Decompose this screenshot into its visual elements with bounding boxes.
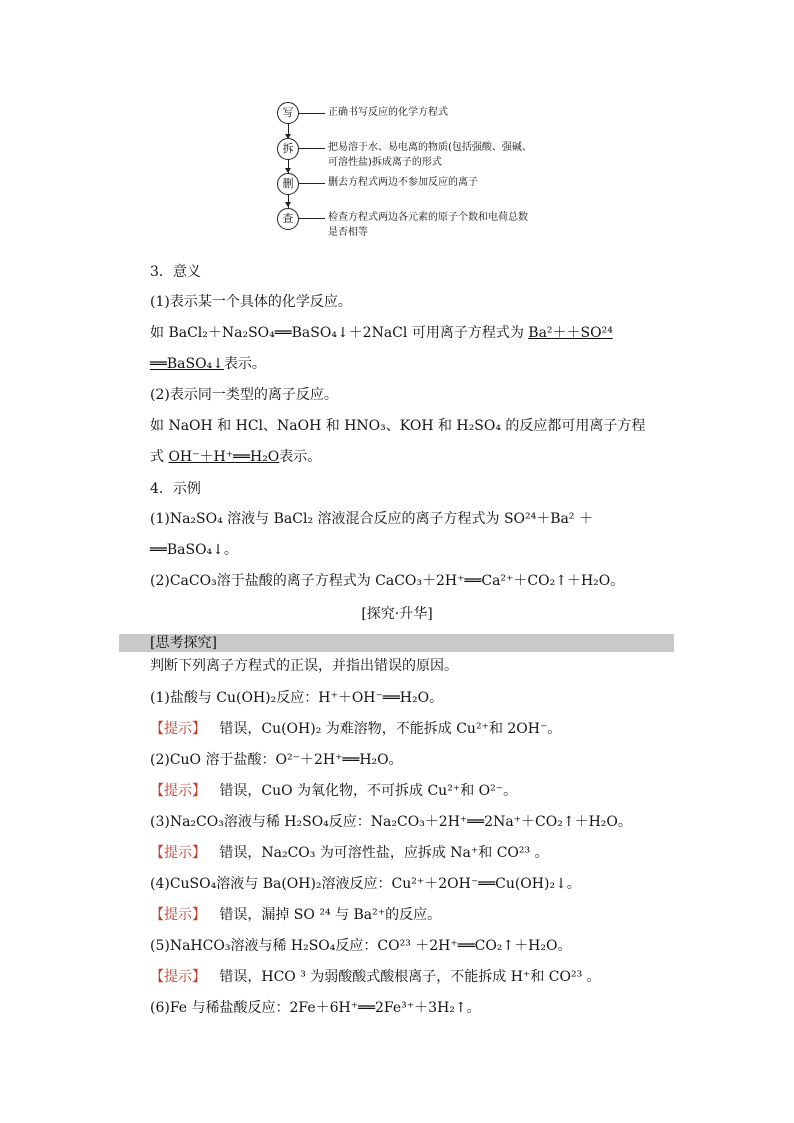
section3-p2-text: 如 BaCl₂＋Na₂SO₄══BaSO₄↓＋2NaCl 可用离子方程式为 xyxy=(150,325,529,341)
step-split-icon: 拆 xyxy=(277,138,299,160)
step-connector xyxy=(299,183,325,184)
step-write-icon: 写 xyxy=(277,102,299,124)
step-connector xyxy=(299,113,325,114)
hint-text: 错误，Na₂CO₃ 为可溶性盐，应拆成 Na⁺和 CO²³ 。 xyxy=(219,845,549,861)
step-delete-icon: 删 xyxy=(277,173,299,195)
section4-heading: 4．示例 xyxy=(150,481,201,497)
question-2: (2)CuO 溶于盐酸：O²⁻＋2H⁺══H₂O。 xyxy=(150,752,403,768)
hint-text: 错误，CuO 为氧化物，不可拆成 Cu²⁺和 O²⁻。 xyxy=(219,783,518,799)
hint-label: 【提示】 xyxy=(150,907,206,923)
hint-4 xyxy=(150,905,441,925)
section3-p5-text: 式 xyxy=(150,449,169,465)
question-3: (3)Na₂CO₃溶液与稀 H₂SO₄反应：Na₂CO₃＋2H⁺══2Na⁺＋CO₂↑＋H₂O。 xyxy=(150,814,632,830)
step-delete-text: 删去方程式两边不参加反应的离子 xyxy=(328,177,478,188)
section3-p5-end: 表示。 xyxy=(279,449,322,465)
think-explore-label: [思考探究] xyxy=(150,635,217,651)
hint-text: 错误，HCO ³ 为弱酸酸式酸根离子，不能拆成 H⁺和 CO²³ 。 xyxy=(219,969,601,985)
hint-label: 【提示】 xyxy=(150,721,206,737)
question-1: (1)盐酸与 Cu(OH)₂反应：H⁺＋OH⁻══H₂O。 xyxy=(150,690,444,706)
hint-label: 【提示】 xyxy=(150,969,206,985)
section3-p2-answer-cont: ══BaSO₄↓ xyxy=(150,356,224,372)
section3-p4: 如 NaOH 和 HCl、NaOH 和 HNO₃、KOH 和 H₂SO₄ 的反应都可用离子方程 xyxy=(150,418,646,434)
question-4: (4)CuSO₄溶液与 Ba(OH)₂溶液反应：Cu²⁺＋2OH⁻══Cu(OH)₂↓。 xyxy=(150,876,581,892)
section3-p5 xyxy=(150,447,321,467)
step-split-text-2: 可溶性盐)拆成离子的形式 xyxy=(328,157,442,168)
hint-label: 【提示】 xyxy=(150,783,206,799)
step-connector xyxy=(299,148,325,149)
section3-p1: (1)表示某一个具体的化学反应。 xyxy=(150,294,352,310)
question-intro: 判断下列离子方程式的正误，并指出错误的原因。 xyxy=(150,658,458,674)
step-write-text: 正确书写反应的化学方程式 xyxy=(328,107,448,118)
section4-p3: (2)CaCO₃溶于盐酸的离子方程式为 CaCO₃＋2H⁺══Ca²⁺＋CO₂↑＋H₂O。 xyxy=(150,573,625,589)
step-check-text-1: 检查方程式两边各元素的原子个数和电荷总数 xyxy=(328,212,528,223)
hint-text: 错误，漏掉 SO ²⁴ 与 Ba²⁺的反应。 xyxy=(219,907,442,923)
hint-2 xyxy=(150,781,517,801)
section3-p2-end: 表示。 xyxy=(223,356,266,372)
section4-p2: ══BaSO₄↓。 xyxy=(150,542,238,558)
step-check-text-2: 是否相等 xyxy=(328,227,368,238)
hint-5 xyxy=(150,967,601,987)
explore-title: [探究·升华] xyxy=(361,606,433,622)
think-explore-bar xyxy=(119,634,674,652)
hint-label: 【提示】 xyxy=(150,845,206,861)
section3-p2-answer: Ba²＋＋SO²⁴ xyxy=(528,325,613,341)
question-5: (5)NaHCO₃溶液与稀 H₂SO₄反应：CO²³ ＋2H⁺══CO₂↑＋H₂O。 xyxy=(150,938,572,954)
section3-p3: (2)表示同一类型的离子反应。 xyxy=(150,387,338,403)
section3-p2-cont xyxy=(150,354,266,374)
arrow-down-icon xyxy=(285,202,291,207)
section3-p5-answer: OH⁻＋H⁺══H₂O xyxy=(168,449,280,465)
step-check-icon: 查 xyxy=(277,208,299,230)
section3-p2 xyxy=(150,323,613,343)
step-connector xyxy=(299,218,325,219)
section3-heading: 3．意义 xyxy=(150,264,201,280)
section4-p1: (1)Na₂SO₄ 溶液与 BaCl₂ 溶液混合反应的离子方程式为 SO²⁴＋Ba² ＋ xyxy=(150,511,593,527)
hint-3 xyxy=(150,843,549,863)
hint-1 xyxy=(150,719,561,739)
question-6: (6)Fe 与稀盐酸反应：2Fe＋6H⁺══2Fe³⁺＋3H₂↑。 xyxy=(150,1000,481,1016)
step-split-text-1: 把易溶于水、易电离的物质(包括强酸、强碱、 xyxy=(328,142,532,153)
hint-text: 错误，Cu(OH)₂ 为难溶物，不能拆成 Cu²⁺和 2OH⁻。 xyxy=(219,721,562,737)
